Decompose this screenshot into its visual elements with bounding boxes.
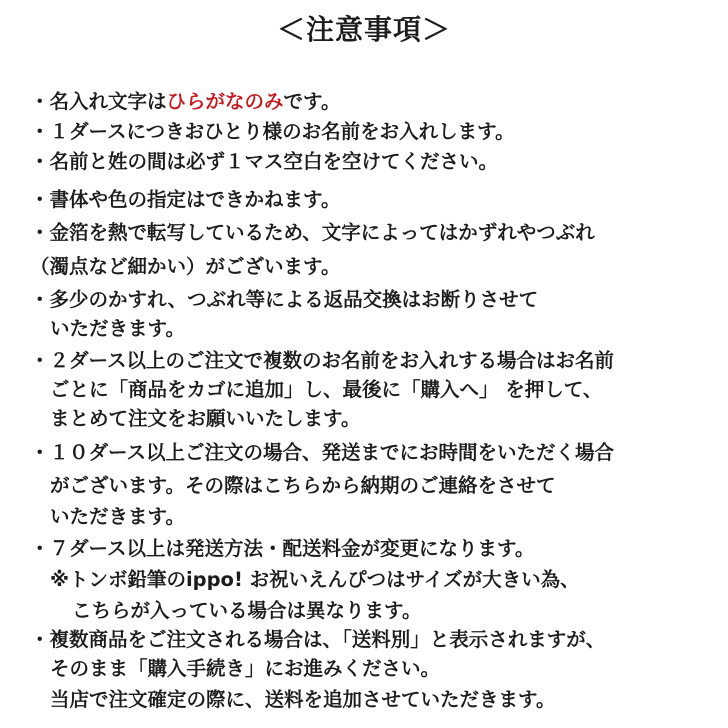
notice-line: ・多少のかすれ、つぶれ等による返品交換はお断りさせて (30, 288, 539, 311)
notice-line: ・１０ダース以上ご注文の場合、発送までにお時間をいただく場合 (30, 441, 615, 464)
notice-line: ・７ダース以上は発送方法・配送料金が変更になります。 (30, 537, 535, 560)
notice-line-continued: がございます。その際はこちらから納期のご連絡をさせて (50, 474, 556, 497)
notice-note: ※トンボ鉛筆のippo! お祝いえんぴつはサイズが大きい為、 (50, 568, 580, 591)
notice-text: です。 (283, 90, 341, 113)
page-title: ＜注意事項＞ (276, 13, 451, 46)
notice-line: ・複数商品をご注文される場合は、「送料別」と表示されますが、 (30, 628, 606, 651)
notice-text: ・名入れ文字は (30, 90, 167, 113)
notice-line-continued: ごとに「商品をカゴに追加」し、最後に「購入へ」 を押して、 (50, 378, 603, 401)
notice-line-continued: いただきます。 (50, 317, 185, 340)
notice-highlight: ひらがなのみ (166, 90, 284, 113)
notice-line (30, 88, 340, 116)
notice-line: ・金箔を熱で転写しているため、文字によってはかずれやつぶれ (30, 221, 595, 244)
notice-line-continued: 当店で注文確定の際に、送料を追加させていただきます。 (50, 688, 556, 711)
notice-line: ・名前と姓の間は必ず１マス空白を空けてください。 (30, 150, 499, 173)
notice-line: ・２ダース以上のご注文で複数のお名前をお入れする場合はお名前 (30, 349, 615, 372)
notice-line-continued: いただきます。 (50, 505, 185, 528)
notice-line-continued: そのまま「購入手続き」にお進みください。 (50, 657, 441, 680)
notice-line-continued: まとめて注文をお願いいたします。 (50, 407, 361, 430)
notice-line: ・書体や色の指定はできかねます。 (30, 188, 341, 211)
notice-line-continued: （濁点など細かい）がございます。 (30, 255, 341, 278)
notice-line: ・１ダースにつきおひとり様のお名前をお入れします。 (30, 120, 515, 143)
notice-note-continued: こちらが入っている場合は異なります。 (72, 599, 422, 622)
